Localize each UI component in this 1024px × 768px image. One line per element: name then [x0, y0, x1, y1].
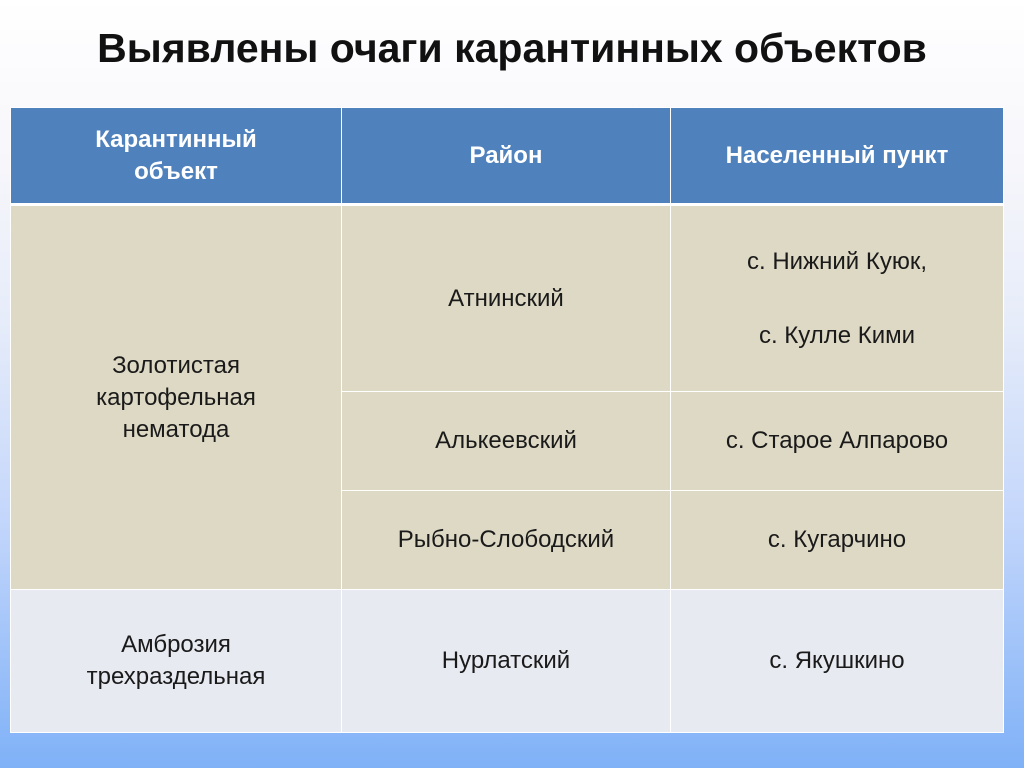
object-name: Амброзия трехраздельная — [86, 631, 266, 690]
district-cell — [342, 392, 671, 491]
quarantine-table — [10, 107, 1004, 733]
district-cell — [342, 590, 671, 733]
page-title: Выявлены очаги карантинных объектов — [97, 25, 927, 71]
table-header-row — [11, 108, 1004, 205]
table-row — [11, 205, 1004, 392]
settlement-cell — [671, 491, 1004, 590]
object-cell — [11, 205, 342, 590]
object-cell — [11, 590, 342, 733]
district-name: Рыбно-Слободский — [397, 526, 615, 553]
district-name: Атнинский — [448, 284, 564, 312]
district-cell — [342, 491, 671, 590]
district-name: Алькеевский — [435, 427, 577, 454]
district-name: Нурлатский — [441, 647, 571, 674]
table-row — [11, 590, 1004, 733]
spacer — [681, 278, 993, 320]
column-header-object: Карантинный объект — [11, 108, 342, 205]
settlement-name: с. Якушкино — [769, 647, 905, 674]
settlement-cell — [671, 205, 1004, 392]
settlement-cell — [671, 392, 1004, 491]
settlement-name: с. Нижний Куюк, — [746, 247, 927, 275]
settlement-name: с. Кулле Кими — [758, 321, 916, 349]
column-header-district: Район — [342, 108, 671, 205]
settlement-name: с. Старое Алпарово — [725, 427, 949, 454]
settlement-cell — [671, 590, 1004, 733]
column-header-settlement: Населенный пункт — [671, 108, 1004, 205]
district-cell — [342, 205, 671, 392]
object-name: Золотистая картофельная нематода — [96, 351, 256, 443]
settlement-name: с. Кугарчино — [767, 526, 907, 553]
